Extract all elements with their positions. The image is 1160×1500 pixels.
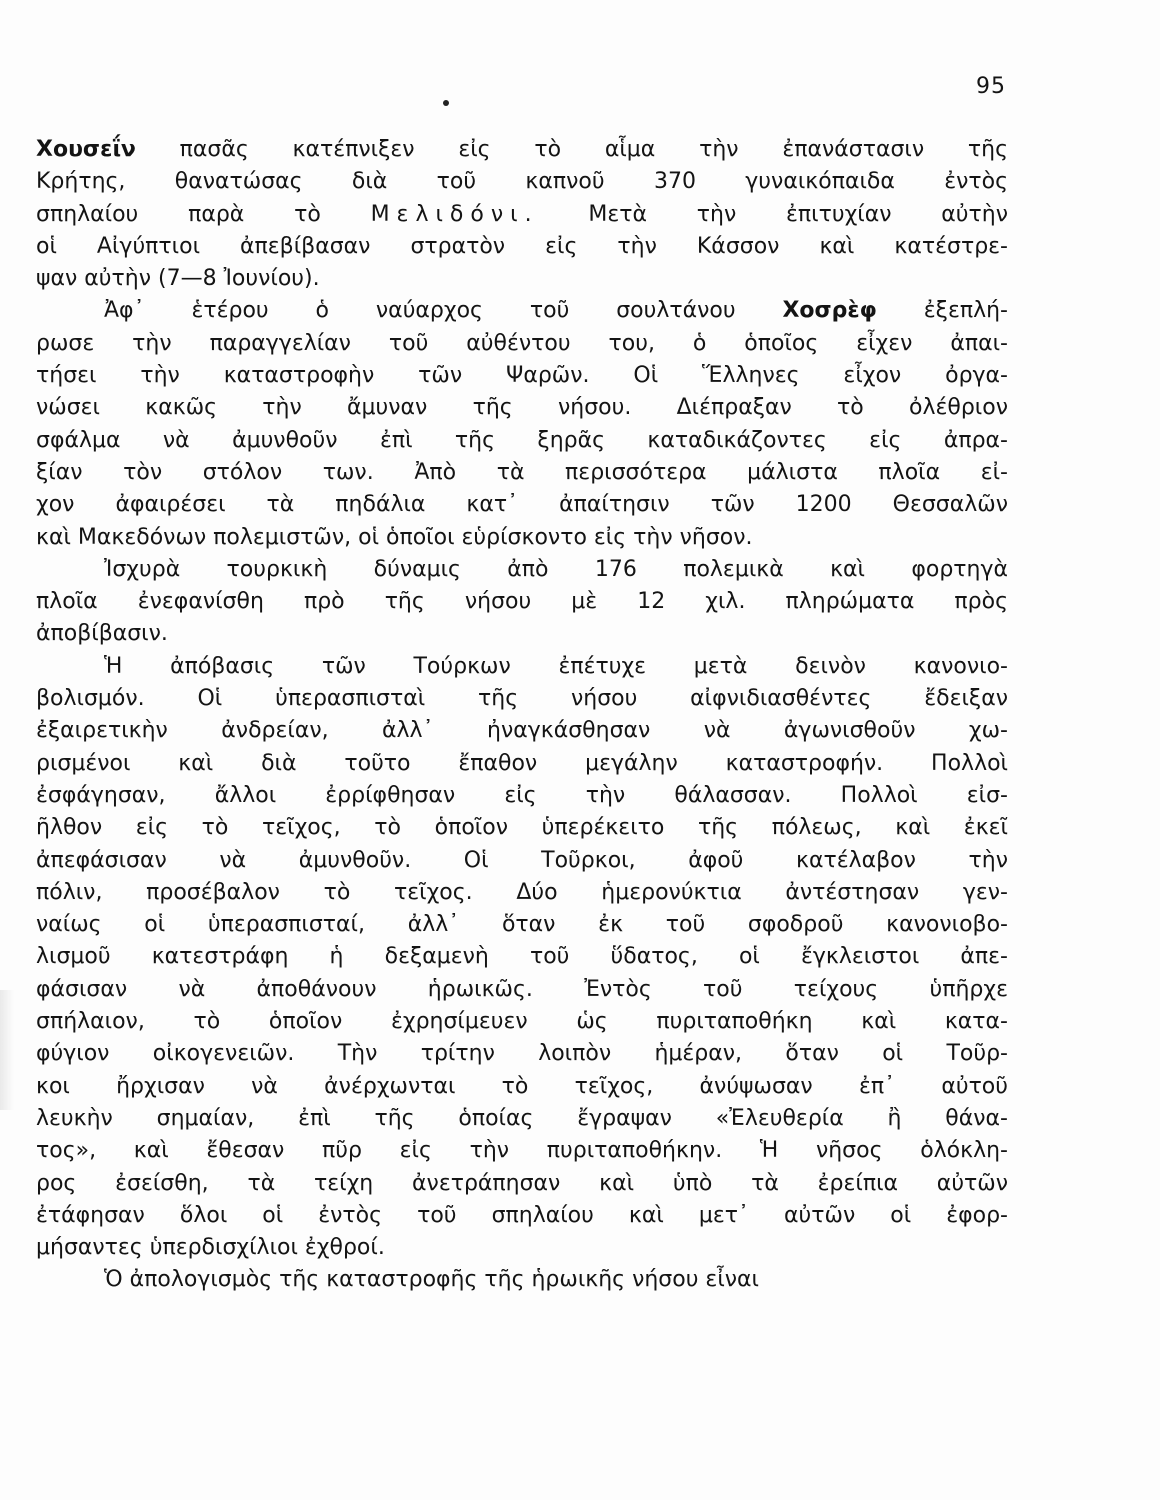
text-line: μήσαντες ὑπερδισχίλιοι ἐχθροί. — [36, 1235, 385, 1261]
text-line: Χουσεΐν πασᾶς κατέπνιξεν εἰς τὸ αἷμα τὴν ἐπανάστασιν τῆς — [36, 137, 1008, 162]
text-line: φύγιον οἰκογενειῶν. Τὴν τρίτην λοιπὸν ἡμέραν, ὅταν οἱ Τοῦρ- — [36, 1041, 1008, 1067]
text-line: Κρήτης, θανατώσας διὰ τοῦ καπνοῦ 370 γυναικόπαιδα ἐντὸς — [36, 169, 1008, 195]
text-line: πόλιν, προσέβαλον τὸ τεῖχος. Δύο ἡμερονύκτια ἀντέστησαν γεν- — [36, 879, 1008, 905]
text-line: ρος ἐσείσθη, τὰ τείχη ἀνετράπησαν καὶ ὑπὸ τὰ ἐρείπια αὐτῶν — [36, 1170, 1008, 1196]
text-line: σφάλμα νὰ ἀμυνθοῦν ἐπὶ τῆς ξηρᾶς καταδικάζοντες εἰς ἀπρα- — [36, 427, 1008, 453]
text-line: σπηλαίου παρὰ τὸ Μελιδόνι. Μετὰ τὴν ἐπιτυχίαν αὐτὴν — [36, 201, 1009, 227]
text-line: φάσισαν νὰ ἀποθάνουν ἡρωικῶς. Ἐντὸς τοῦ τείχους ὑπῆρχε — [36, 976, 1008, 1002]
text-line: Ἀφ᾽ ἑτέρου ὁ ναύαρχος τοῦ σουλτάνου Χοσρὲφ ἐξεπλή- — [104, 298, 1008, 324]
text-line: ξίαν τὸν στόλον των. Ἀπὸ τὰ περισσότερα μάλιστα πλοῖα εἰ- — [36, 459, 1008, 485]
text-line: ψαν αὐτὴν (7—8 Ἰουνίου). — [36, 266, 320, 292]
text-line: καὶ Μακεδόνων πολεμιστῶν, οἱ ὁποῖοι εὑρίσκοντο εἰς τὴν νῆσον. — [36, 524, 753, 550]
text-line: ἀπεφάσισαν νὰ ἀμυνθοῦν. Οἱ Τοῦρκοι, ἀφοῦ κατέλαβον τὴν — [36, 847, 1008, 873]
text-line: Ὁ ἀπολογισμὸς τῆς καταστροφῆς τῆς ἡρωικῆς νήσου εἶναι — [104, 1267, 760, 1293]
text-line: ρωσε τὴν παραγγελίαν τοῦ αὐθέντου του, ὁ ὁποῖος εἶχεν ἀπαι- — [36, 330, 1008, 356]
text-line: νώσει κακῶς τὴν ἄμυναν τῆς νήσου. Διέπραξαν τὸ ὀλέθριον — [36, 395, 1008, 421]
text-line: ἐξαιρετικὴν ἀνδρείαν, ἀλλ᾽ ἠναγκάσθησαν νὰ ἀγωνισθοῦν χω- — [36, 718, 1008, 744]
text-line: κοι ἤρχισαν νὰ ἀνέρχωνται τὸ τεῖχος, ἀνύψωσαν ἐπ᾽ αὐτοῦ — [36, 1073, 1008, 1099]
text-line: ἐσφάγησαν, ἄλλοι ἐρρίφθησαν εἰς τὴν θάλασσαν. Πολλοὶ εἰσ- — [36, 782, 1008, 808]
text-line: ἀποβίβασιν. — [36, 621, 168, 647]
text-line: ρισμένοι καὶ διὰ τοῦτο ἔπαθον μεγάλην καταστροφήν. Πολλοὶ — [36, 750, 1008, 776]
text-line: σπήλαιον, τὸ ὁποῖον ἐχρησίμευεν ὡς πυριταποθήκη καὶ κατα- — [36, 1009, 1008, 1035]
page-number: 95 — [976, 74, 1006, 99]
ink-dot — [443, 100, 449, 106]
text-line: λισμοῦ κατεστράφη ἡ δεξαμενὴ τοῦ ὕδατος, οἱ ἔγκλειστοι ἀπε- — [36, 944, 1008, 970]
text-line: λευκὴν σημαίαν, ἐπὶ τῆς ὁποίας ἔγραψαν «Ἐλευθερία ἢ θάνα- — [36, 1105, 1008, 1131]
text-line: Ἰσχυρὰ τουρκικὴ δύναμις ἀπὸ 176 πολεμικὰ καὶ φορτηγὰ — [104, 556, 1008, 582]
text-line: ναίως οἱ ὑπερασπισταί, ἀλλ᾽ ὅταν ἐκ τοῦ σφοδροῦ κανονιοβο- — [36, 912, 1008, 938]
text-line: οἱ Αἰγύπτιοι ἀπεβίβασαν στρατὸν εἰς τὴν Κάσσον καὶ κατέστρε- — [36, 233, 1008, 259]
text-line: τος», καὶ ἔθεσαν πῦρ εἰς τὴν πυριταποθήκην. Ἡ νῆσος ὁλόκλη- — [36, 1138, 1008, 1164]
body-text — [36, 134, 1008, 1297]
text-line: βολισμόν. Οἱ ὑπερασπισταὶ τῆς νήσου αἰφνιδιασθέντες ἔδειξαν — [36, 686, 1008, 712]
text-line: τήσει τὴν καταστροφὴν τῶν Ψαρῶν. Οἱ Ἕλληνες εἶχον ὀργα- — [36, 363, 1008, 389]
text-line: πλοῖα ἐνεφανίσθη πρὸ τῆς νήσου μὲ 12 χιλ. πληρώματα πρὸς — [36, 589, 1008, 615]
text-line: ἐτάφησαν ὅλοι οἱ ἐντὸς τοῦ σπηλαίου καὶ μετ᾽ αὐτῶν οἱ ἐφορ- — [36, 1202, 1008, 1228]
text-line: χον ἀφαιρέσει τὰ πηδάλια κατ᾽ ἀπαίτησιν τῶν 1200 Θεσσαλῶν — [36, 492, 1008, 518]
text-line: ῆλθον εἰς τὸ τεῖχος, τὸ ὁποῖον ὑπερέκειτο τῆς πόλεως, καὶ ἐκεῖ — [36, 815, 1008, 841]
scan-shadow — [0, 990, 14, 1110]
text-line: Ἡ ἀπόβασις τῶν Τούρκων ἐπέτυχε μετὰ δεινὸν κανονιο- — [104, 653, 1008, 679]
